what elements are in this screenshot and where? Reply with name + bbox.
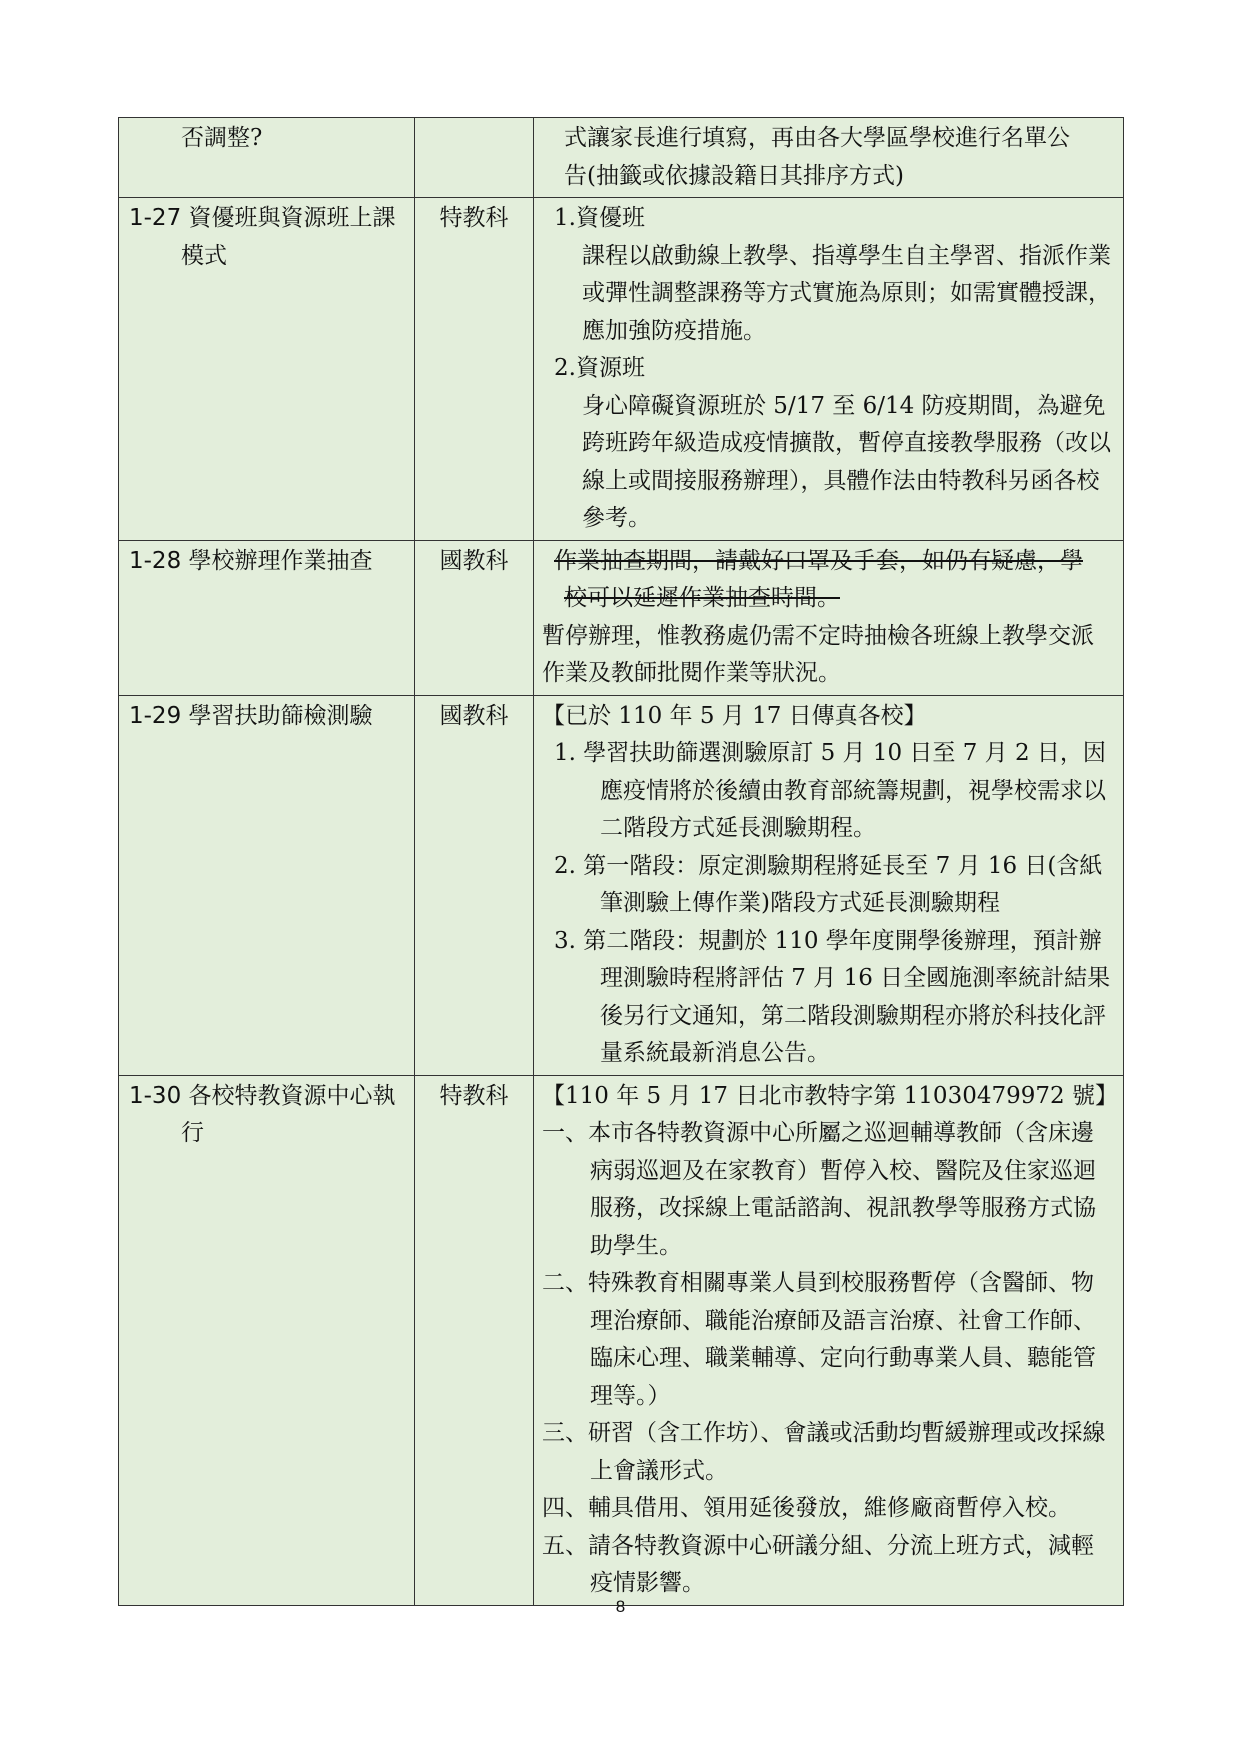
item-cell xyxy=(119,695,415,1075)
list-item: 2. 第一階段：原定測驗期程將延長至 7 月 16 日(含紙筆測驗上傳作業)階段方式延長測驗期程 xyxy=(554,852,1103,916)
item-id: 1-28 xyxy=(129,547,182,574)
list-item: 二、特殊教育相關專業人員到校服務暫停（含醫師、物理治療師、職能治療師及語言治療、社會工作師、臨床心理、職業輔導、定向行動專業人員、聽能管理等。） xyxy=(542,1270,1096,1409)
document-table xyxy=(118,117,1124,1606)
content-line: 式讓家長進行填寫，再由各大學區學校進行名單公 xyxy=(564,125,1070,151)
section-body: 身心障礙資源班於 5/17 至 6/14 防疫期間，為避免跨班跨年級造成疫情擴散，暫停直接教學服務（改以線上或間接服務辦理），具體作法由特教科另函各校參考。 xyxy=(582,392,1111,531)
content-cell xyxy=(534,198,1124,541)
item-id: 1-30 xyxy=(129,1082,182,1109)
content-line: 告(抽籤或依據設籍日其排序方式) xyxy=(564,162,904,189)
list-item: 四、輔具借用、領用延後發放，維修廠商暫停入校。 xyxy=(542,1495,1071,1521)
content-header: 【已於 110 年 5 月 17 日傳真各校】 xyxy=(542,702,927,729)
page-number: 8 xyxy=(615,1597,626,1616)
table-row xyxy=(119,118,1124,198)
content-cell xyxy=(534,1075,1124,1605)
section-heading: 2.資源班 xyxy=(554,355,645,381)
content-cell xyxy=(534,695,1124,1075)
item-title: 否調整? xyxy=(181,125,263,151)
item-title: 1-29 學習扶助篩檢測驗 xyxy=(129,702,373,729)
item-cell xyxy=(119,118,415,198)
table-row xyxy=(119,540,1124,695)
content-body: 暫停辦理，惟教務處仍需不定時抽檢各班線上教學交派作業及教師批閱作業等狀況。 xyxy=(542,622,1094,686)
item-cell xyxy=(119,540,415,695)
list-item: 3. 第二階段：規劃於 110 學年度開學後辦理，預計辦理測驗時程將評估 7 月 16 日全國施測率統計結果後另行文通知，第二階段測驗期程亦將於科技化評量系統最新消息公告。 xyxy=(554,927,1111,1066)
content-cell xyxy=(534,118,1124,198)
content-header: 【110 年 5 月 17 日北市教特字第 11030479972 號】 xyxy=(542,1082,1118,1109)
table-row xyxy=(119,1075,1124,1605)
item-cell xyxy=(119,198,415,541)
table-row xyxy=(119,695,1124,1075)
item-title: 1-30 各校特教資源中心執行 xyxy=(129,1082,396,1146)
dept-cell: 國教科 xyxy=(415,540,534,695)
item-cell xyxy=(119,1075,415,1605)
section-body: 課程以啟動線上教學、指導學生自主學習、指派作業或彈性調整課務等方式實施為原則；如需實體授課，應加強防疫措施。 xyxy=(582,242,1111,344)
item-title: 1-27 資優班與資源班上課模式 xyxy=(129,205,396,269)
content-cell xyxy=(534,540,1124,695)
list-item: 五、請各特教資源中心研議分組、分流上班方式，減輕疫情影響。 xyxy=(542,1532,1094,1596)
dept-cell xyxy=(415,118,534,198)
list-item: 三、研習（含工作坊）、會議或活動均暫緩辦理或改採線上會議形式。 xyxy=(542,1420,1106,1484)
struck-text: 作業抽查期間，請戴好口罩及手套，如仍有疑慮，學 校可以延遲作業抽查時間。 xyxy=(554,547,1083,611)
list-item: 一、本市各特教資源中心所屬之巡迴輔導教師（含床邊病弱巡迴及在家教育）暫停入校、醫院及住家巡迴服務，改採線上電話諮詢、視訊教學等服務方式協助學生。 xyxy=(542,1120,1096,1259)
list-item: 1. 學習扶助篩選測驗原訂 5 月 10 日至 7 月 2 日，因應疫情將於後續由教育部統籌規劃，視學校需求以二階段方式延長測驗期程。 xyxy=(554,740,1106,841)
table-row xyxy=(119,198,1124,541)
dept-cell: 特教科 xyxy=(415,198,534,541)
item-title: 1-28 學校辦理作業抽查 xyxy=(129,547,373,574)
item-id: 1-29 xyxy=(129,702,182,729)
dept-cell: 國教科 xyxy=(415,695,534,1075)
dept-cell: 特教科 xyxy=(415,1075,534,1605)
section-heading: 1.資優班 xyxy=(554,205,645,231)
item-id: 1-27 xyxy=(129,205,182,231)
